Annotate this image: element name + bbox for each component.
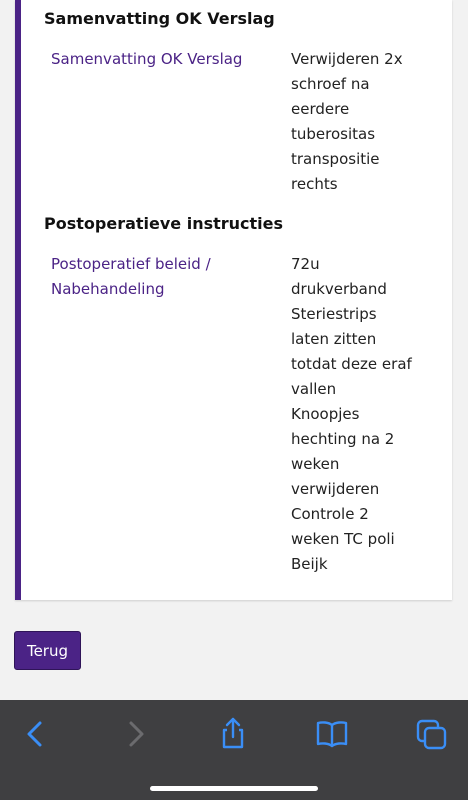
tabs-icon[interactable] bbox=[412, 714, 452, 754]
row-label-postop: Postoperatief beleid / Nabehandeling bbox=[51, 255, 211, 298]
section-title-summary: Samenvatting OK Verslag bbox=[44, 9, 275, 28]
chevron-left-icon[interactable] bbox=[15, 714, 55, 754]
back-button[interactable]: Terug bbox=[14, 631, 81, 670]
report-card bbox=[15, 0, 452, 600]
home-indicator bbox=[150, 786, 318, 791]
row-label-summary: Samenvatting OK Verslag bbox=[51, 50, 243, 68]
section-title-postop: Postoperatieve instructies bbox=[44, 214, 284, 233]
browser-toolbar bbox=[0, 700, 468, 800]
row-value-summary: Verwijderen 2x schroef na eerdere tuberositas transpositie rechts bbox=[291, 50, 403, 193]
chevron-right-icon[interactable] bbox=[116, 714, 156, 754]
share-icon[interactable] bbox=[213, 714, 253, 754]
book-icon[interactable] bbox=[312, 714, 352, 754]
row-value-postop: 72u drukverband Steriestrips laten zitten totdat deze eraf vallen Knoopjes hechting na 2 weken verwijderen Controle 2 weken TC poli Beijk bbox=[291, 255, 412, 573]
